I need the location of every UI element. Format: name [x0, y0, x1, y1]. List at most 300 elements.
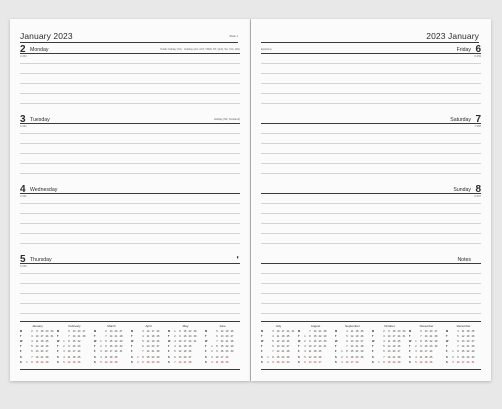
calendar-date: 12 — [178, 350, 182, 354]
calendar-date: 5 — [272, 340, 274, 344]
calendar-date: 21 — [183, 360, 187, 364]
calendar-week-row — [94, 360, 129, 365]
calendar-date: 28 — [471, 345, 475, 349]
calendar-date: 13 — [146, 345, 150, 349]
weekday-initial: S — [168, 355, 170, 359]
calendar-date: 1 — [137, 355, 139, 359]
calendar-date: 15 — [109, 340, 113, 344]
day-number: 3 — [20, 114, 26, 125]
calendar-date: 4 — [383, 340, 385, 344]
weekday-initial: T — [372, 345, 374, 349]
calendar-date: 29 — [397, 360, 401, 364]
calendar-date: 28 — [434, 334, 438, 338]
calendar-date: 20 — [183, 355, 187, 359]
calendar-bottom-rule — [20, 369, 240, 370]
day-entry-thursday[interactable] — [20, 255, 240, 321]
calendar-date: 8 — [457, 350, 459, 354]
calendar-date: 26 — [230, 329, 234, 333]
calendar-date: 20 — [114, 329, 118, 333]
writing-line — [261, 203, 481, 204]
calendar-date: 24 — [429, 350, 433, 354]
calendar-date: 4 — [142, 334, 144, 338]
calendar-date: 25 — [188, 345, 192, 349]
calendar-date: 2 — [174, 334, 176, 338]
calendar-week-row — [261, 360, 296, 365]
calendar-date: 22 — [225, 345, 229, 349]
calendar-date: 11 — [35, 340, 39, 344]
calendar-date: 27 — [188, 355, 192, 359]
day-number: 6 — [475, 44, 481, 55]
calendar-week-row — [372, 360, 407, 365]
calendar-date: 25 — [318, 350, 322, 354]
calendar-date: 25 — [471, 329, 475, 333]
calendar-date: 2 — [341, 355, 343, 359]
day-of-year: 8-357 — [474, 195, 481, 198]
calendar-date: 3 — [304, 345, 306, 349]
calendar-month-name: April — [145, 324, 152, 328]
weekday-initial: W — [131, 340, 134, 344]
calendar-date: 18 — [313, 350, 317, 354]
calendar-date: 14 — [220, 340, 224, 344]
day-of-year: 3-362 — [20, 125, 27, 128]
left-page — [10, 19, 250, 381]
calendar-date: 20 — [466, 340, 470, 344]
day-name: Sunday — [453, 187, 471, 193]
calendar-date: 28 — [230, 340, 234, 344]
calendar-date: 22 — [114, 340, 118, 344]
calendar-date: 21 — [355, 345, 359, 349]
calendar-date: 5 — [383, 345, 385, 349]
calendar-date: 9 — [420, 345, 422, 349]
weekday-initial: S — [20, 355, 22, 359]
weekday-initial: W — [446, 340, 449, 344]
day-entry-sunday[interactable] — [261, 185, 481, 251]
header-rule — [20, 42, 238, 43]
day-heading-rule — [261, 263, 481, 264]
holiday-note: Public holiday (Sc) · Holiday (AU: ACT, NSW, NT, QLD, SA, VIC, WA) — [160, 48, 240, 51]
calendar-date: 6 — [105, 329, 107, 333]
calendar-date: 8 — [216, 345, 218, 349]
calendar-date: 2 — [137, 360, 139, 364]
calendar-date: 5 — [174, 350, 176, 354]
calendar-date: 11 — [178, 345, 182, 349]
calendar-date: 5 — [31, 345, 33, 349]
calendar-date: 11 — [276, 334, 280, 338]
calendar-date: 13 — [424, 329, 428, 333]
calendar-date: 6 — [457, 340, 459, 344]
calendar-date: 6 — [272, 345, 274, 349]
calendar-date: 10 — [67, 350, 71, 354]
calendar-date: 1 — [26, 360, 28, 364]
day-heading-rule — [20, 263, 240, 264]
right-page — [251, 19, 491, 381]
calendar-date: 5 — [100, 360, 102, 364]
calendar-date: 8 — [383, 360, 385, 364]
calendar-date: 20 — [225, 334, 229, 338]
day-name: Monday — [30, 47, 49, 53]
writing-line — [261, 153, 481, 154]
calendar-date: 3 — [383, 334, 385, 338]
weekday-initial: S — [57, 360, 59, 364]
calendar-month-name: May — [182, 324, 189, 328]
calendar-date: 16 — [350, 355, 354, 359]
weekday-initial: W — [205, 340, 208, 344]
day-name: Saturday — [450, 117, 471, 123]
calendar-date: 26 — [156, 340, 160, 344]
year-calendar-jul-dec — [261, 321, 481, 370]
calendar-date: 15 — [183, 329, 187, 333]
weekday-initial: M — [205, 329, 208, 333]
calendar-date: 1 — [304, 334, 306, 338]
calendar-date: 23 — [188, 334, 192, 338]
calendar-date: 1 — [378, 360, 380, 364]
writing-line — [261, 273, 481, 274]
calendar-date: 19 — [313, 355, 317, 359]
calendar-date: 17 — [281, 329, 285, 333]
calendar-week-row — [20, 360, 55, 365]
calendar-date: 23 — [318, 340, 322, 344]
header-rule — [261, 42, 479, 43]
calendar-date: 6 — [346, 340, 348, 344]
calendar-date: 2 — [452, 355, 454, 359]
calendar-date: 6 — [216, 334, 218, 338]
calendar-date: 6 — [383, 350, 385, 354]
day-heading-rule — [261, 193, 481, 194]
calendar-date: 12 — [350, 334, 354, 338]
calendar-date: 25 — [225, 360, 229, 364]
calendar-date: 9 — [216, 350, 218, 354]
calendar-date: 22 — [392, 360, 396, 364]
calendar-date: 26 — [77, 360, 81, 364]
calendar-date: 3 — [272, 329, 274, 333]
weekday-initial: F — [372, 350, 374, 354]
weekday-initial: T — [446, 345, 448, 349]
day-number: 2 — [20, 44, 26, 55]
weekday-initial: S — [261, 355, 263, 359]
calendar-date: 2 — [383, 329, 385, 333]
weekday-initial: M — [298, 329, 301, 333]
calendar-date: 2 — [211, 350, 213, 354]
calendar-date: 16 — [220, 350, 224, 354]
writing-line — [20, 63, 240, 64]
weekday-initial: T — [205, 334, 207, 338]
day-entry-friday[interactable] — [261, 45, 481, 111]
weekday-initial: F — [409, 350, 411, 354]
calendar-month-name: June — [219, 324, 226, 328]
calendar-date: 4 — [174, 345, 176, 349]
calendar-date: 24 — [114, 350, 118, 354]
calendar-date: 10 — [456, 360, 460, 364]
calendar-date: 20 — [40, 350, 44, 354]
calendar-month — [298, 324, 333, 365]
calendar-date: 22 — [40, 360, 44, 364]
calendar-date: 25 — [286, 334, 290, 338]
calendar-date: 9 — [346, 355, 348, 359]
calendar-date: 25 — [360, 329, 364, 333]
calendar-date: 15 — [313, 334, 317, 338]
day-heading-rule — [20, 193, 240, 194]
calendar-date: 15 — [72, 340, 76, 344]
calendar-date: 14 — [109, 334, 113, 338]
calendar-date: 4 — [346, 329, 348, 333]
weekday-initial: T — [261, 345, 263, 349]
calendar-week-row — [409, 360, 444, 365]
weekday-initial: F — [446, 350, 448, 354]
calendar-date: 6 — [142, 345, 144, 349]
weekday-initial: S — [94, 355, 96, 359]
calendar-month-name: December — [456, 324, 471, 328]
calendar-date: 6 — [420, 329, 422, 333]
weekday-initial: F — [335, 350, 337, 354]
moon-phase-icon: ◐ — [236, 255, 240, 261]
calendar-date: 8 — [31, 360, 33, 364]
day-of-year: 2-363 — [20, 55, 27, 58]
calendar-month — [372, 324, 407, 365]
weekday-initial: W — [298, 340, 301, 344]
calendar-date: 14 — [387, 355, 391, 359]
weekday-initial: T — [335, 345, 337, 349]
calendar-date: 17 — [461, 360, 465, 364]
calendar-date: 27 — [397, 350, 401, 354]
calendar-date: 16 — [313, 340, 317, 344]
calendar-date: 19 — [392, 345, 396, 349]
calendar-date: 18 — [355, 329, 359, 333]
weekday-initial: T — [409, 334, 411, 338]
calendar-date: 28 — [360, 345, 364, 349]
calendar-date: 18 — [220, 360, 224, 364]
weekday-initial: T — [131, 345, 133, 349]
weekday-initial: S — [298, 355, 300, 359]
calendar-date: 1 — [452, 350, 454, 354]
calendar-month-name: February — [68, 324, 81, 328]
calendar-date: 10 — [215, 355, 219, 359]
calendar-date: 7 — [68, 334, 70, 338]
calendar-month-name: September — [345, 324, 360, 328]
writing-line — [261, 233, 481, 234]
calendar-date: 18 — [392, 340, 396, 344]
calendar-date: 14 — [35, 355, 39, 359]
weekday-initial: M — [372, 329, 375, 333]
weekday-initial: T — [168, 345, 170, 349]
calendar-date: 19 — [40, 345, 44, 349]
calendar-week-row — [298, 360, 333, 365]
calendar-date: 2 — [100, 345, 102, 349]
calendar-month — [20, 324, 55, 365]
calendar-date: 21 — [466, 345, 470, 349]
calendar-date: 16 — [183, 334, 187, 338]
calendar-week-row — [446, 360, 481, 365]
weekday-initial: T — [335, 334, 337, 338]
weekday-initial: T — [446, 334, 448, 338]
calendar-date: 15 — [424, 340, 428, 344]
weekday-initial: T — [298, 334, 300, 338]
writing-line — [261, 303, 481, 304]
weekday-initial: M — [94, 329, 97, 333]
calendar-date: 29 — [119, 340, 123, 344]
calendar-date: 13 — [72, 329, 76, 333]
day-number: 8 — [475, 184, 481, 195]
writing-line — [20, 83, 240, 84]
weekday-initial: M — [446, 329, 449, 333]
calendar-date: 20 — [281, 345, 285, 349]
calendar-date: 4 — [272, 334, 274, 338]
weekday-initial: T — [94, 334, 96, 338]
calendar-date: 18 — [424, 355, 428, 359]
calendar-date: 19 — [225, 329, 229, 333]
calendar-date: 7 — [346, 345, 348, 349]
notes-label: Notes — [457, 257, 471, 263]
calendar-date: 28 — [82, 334, 86, 338]
weekday-initial: M — [20, 329, 23, 333]
weekday-initial: S — [261, 360, 263, 364]
weekday-initial: S — [409, 355, 411, 359]
calendar-date: 18 — [109, 355, 113, 359]
calendar-date: 28 — [286, 350, 290, 354]
writing-line — [20, 133, 240, 134]
calendar-date: 28 — [156, 350, 160, 354]
calendar-date: 6 — [31, 350, 33, 354]
weekday-initial: T — [168, 334, 170, 338]
weekday-initial: F — [131, 350, 133, 354]
notes-section[interactable] — [261, 255, 481, 321]
calendar-date: 11 — [308, 350, 312, 354]
calendar-date: 10 — [276, 329, 280, 333]
calendar-date: 13 — [461, 340, 465, 344]
calendar-date: 18 — [466, 329, 470, 333]
calendar-date: 17 — [151, 329, 155, 333]
weekday-initial: W — [57, 340, 60, 344]
calendar-date: 1 — [415, 340, 417, 344]
writing-line — [20, 143, 240, 144]
calendar-date: 8 — [105, 340, 107, 344]
calendar-date: 17 — [183, 340, 187, 344]
calendar-date: 24 — [225, 355, 229, 359]
calendar-date: 22 — [355, 350, 359, 354]
calendar-date: 18 — [183, 345, 187, 349]
calendar-month — [409, 324, 444, 365]
calendar-date: 31 — [119, 350, 123, 354]
writing-line — [261, 313, 481, 314]
calendar-date: 9 — [36, 329, 38, 333]
weekday-initial: T — [20, 345, 22, 349]
calendar-date: 7 — [174, 360, 176, 364]
weekday-initial: W — [20, 340, 23, 344]
calendar-date: 29 — [360, 350, 364, 354]
calendar-date: 10 — [104, 350, 108, 354]
calendar-date: 26 — [429, 360, 433, 364]
calendar-date: 9 — [142, 360, 144, 364]
writing-line — [261, 93, 481, 94]
calendar-date: 4 — [31, 340, 33, 344]
calendar-date: 5 — [415, 360, 417, 364]
calendar-date: 12 — [220, 329, 224, 333]
calendar-date: 10 — [387, 334, 391, 338]
calendar-date: 22 — [429, 340, 433, 344]
calendar-date: 26 — [397, 345, 401, 349]
weekday-initial: M — [261, 329, 264, 333]
calendar-month-name: August — [310, 324, 321, 328]
calendar-date: 13 — [35, 350, 39, 354]
calendar-date: 18 — [72, 355, 76, 359]
day-name: Wednesday — [30, 187, 58, 193]
calendar-month — [205, 324, 240, 365]
day-entry-saturday[interactable] — [261, 115, 481, 181]
day-name: Thursday — [30, 257, 52, 263]
writing-line — [261, 213, 481, 214]
calendar-date: 2 — [415, 345, 417, 349]
weekday-initial: F — [168, 350, 170, 354]
calendar-date: 3 — [341, 360, 343, 364]
week-number: Week 1 — [229, 35, 238, 38]
writing-line — [261, 103, 481, 104]
weekday-initial: T — [94, 345, 96, 349]
day-entry-tuesday[interactable] — [20, 115, 240, 181]
calendar-date: 3 — [100, 350, 102, 354]
calendar-date: 24 — [45, 334, 49, 338]
calendar-date: 24 — [318, 345, 322, 349]
writing-line — [261, 163, 481, 164]
calendar-date: 28 — [397, 355, 401, 359]
calendar-date: 1 — [174, 329, 176, 333]
calendar-date: 30 — [402, 329, 406, 333]
calendar-date: 24 — [156, 329, 160, 333]
calendar-date: 23 — [281, 360, 285, 364]
writing-line — [261, 243, 481, 244]
calendar-date: 5 — [457, 334, 459, 338]
calendar-date: 15 — [276, 355, 280, 359]
day-entry-wednesday[interactable] — [20, 185, 240, 251]
calendar-date: 7 — [216, 340, 218, 344]
calendar-date: 31 — [323, 345, 327, 349]
calendar-date: 29 — [156, 355, 160, 359]
day-entry-monday[interactable] — [20, 45, 240, 111]
calendar-month — [261, 324, 296, 365]
calendar-date: 12 — [276, 340, 280, 344]
calendar-date: 14 — [72, 334, 76, 338]
calendar-date: 10 — [146, 329, 150, 333]
calendar-date: 26 — [318, 355, 322, 359]
calendar-date: 21 — [429, 334, 433, 338]
calendar-date: 9 — [179, 334, 181, 338]
calendar-date: 11 — [104, 355, 108, 359]
calendar-date: 16 — [40, 329, 44, 333]
calendar-date: 17 — [72, 350, 76, 354]
calendar-date: 11 — [215, 360, 219, 364]
calendar-date: 24 — [188, 340, 192, 344]
calendar-week-row — [168, 360, 203, 365]
calendar-date: 7 — [383, 355, 385, 359]
day-number: 7 — [475, 114, 481, 125]
calendar-date: 3 — [415, 350, 417, 354]
writing-line — [261, 83, 481, 84]
writing-line — [20, 213, 240, 214]
calendar-date: 3 — [174, 340, 176, 344]
calendar-date: 17 — [392, 334, 396, 338]
calendar-date: 2 — [31, 329, 33, 333]
weekday-initial: F — [298, 350, 300, 354]
calendar-date: 9 — [272, 360, 274, 364]
calendar-date: 8 — [68, 340, 70, 344]
weekday-initial: S — [335, 355, 337, 359]
writing-line — [20, 93, 240, 94]
calendar-date: 30 — [434, 345, 438, 349]
writing-line — [20, 173, 240, 174]
calendar-date: 24 — [397, 334, 401, 338]
weekday-initial: W — [372, 340, 375, 344]
calendar-date: 21 — [281, 350, 285, 354]
calendar-date: 30 — [230, 350, 234, 354]
calendar-date: 22 — [77, 340, 81, 344]
